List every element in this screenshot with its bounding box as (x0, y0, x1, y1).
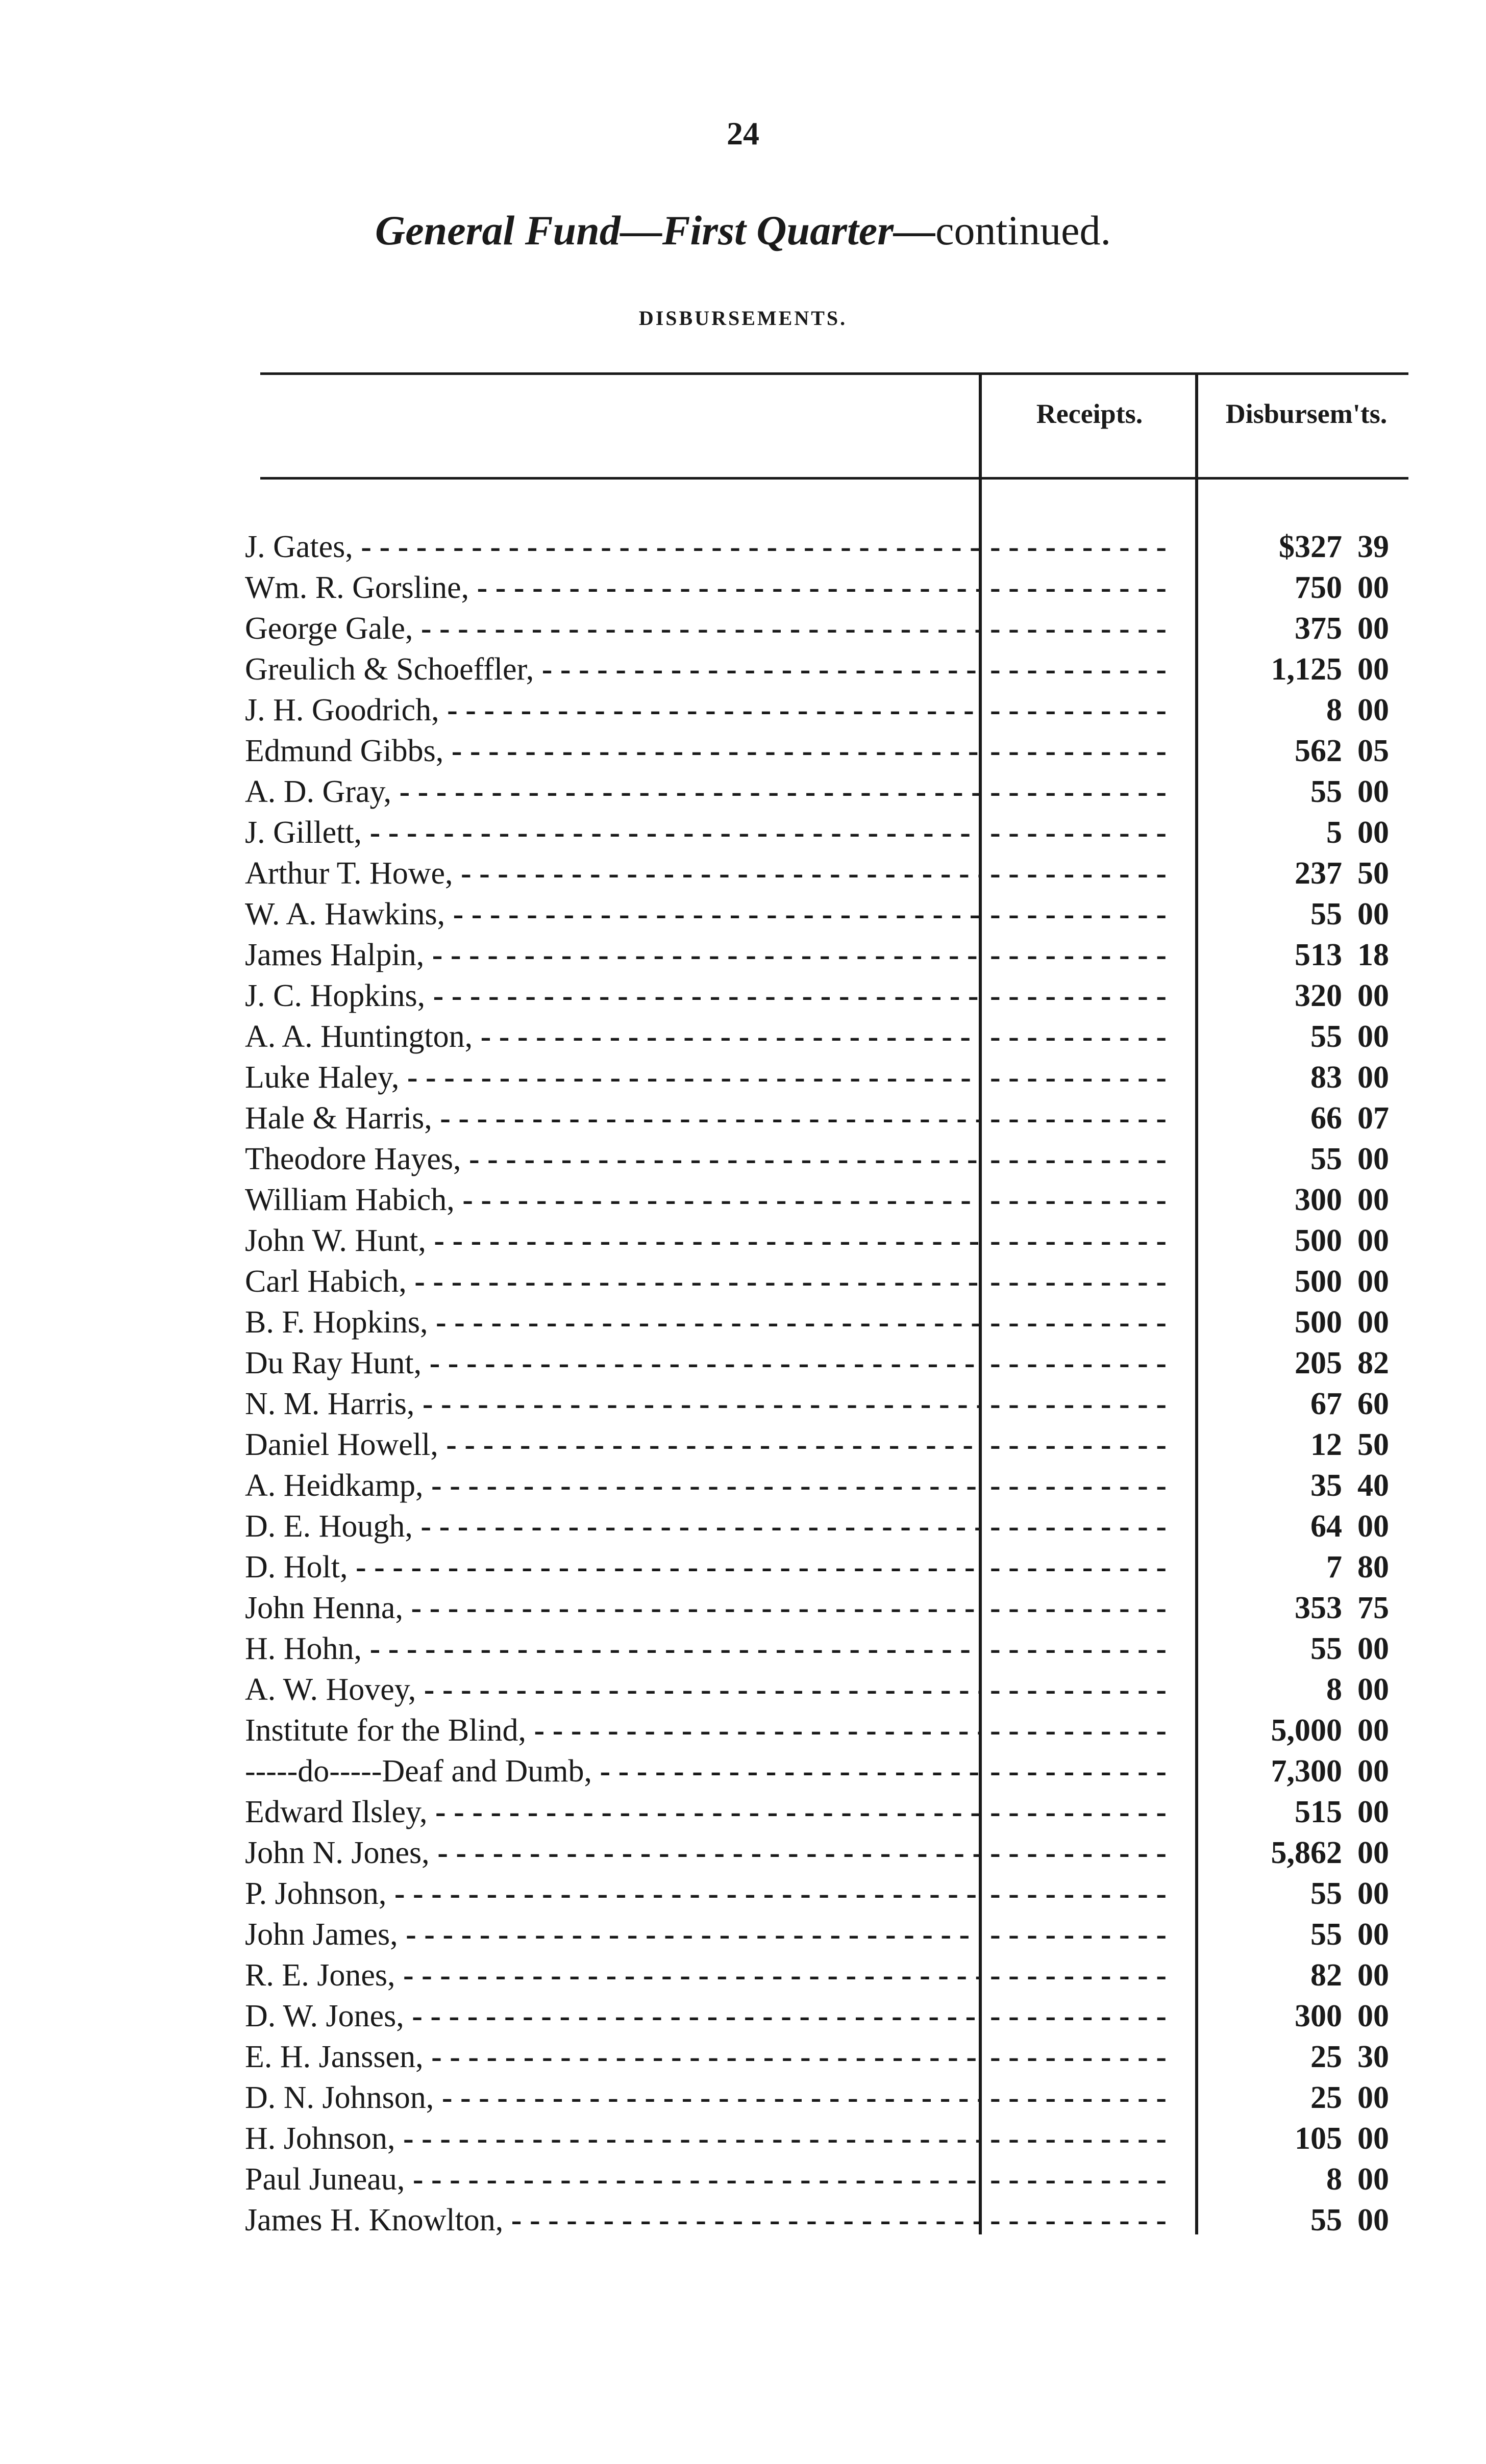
amount-dollars: 55 (1310, 1631, 1342, 1666)
amount-dollars: 513 (1295, 938, 1342, 972)
amount-dollars: 55 (1310, 774, 1342, 809)
amount-dollars: 8 (1326, 2162, 1342, 2197)
amount-dollars: 67 (1310, 1387, 1342, 1421)
amount-dollars: 5,000 (1271, 1713, 1342, 1748)
amount-cents: 30 (1357, 2040, 1389, 2074)
amount-cents: 05 (1357, 734, 1389, 768)
payee-name: George Gale, - - - (245, 608, 980, 649)
payee-name: Theodore Hayes, - - - (245, 1139, 980, 1179)
table-row (0, 1792, 1486, 1832)
payee-name: Daniel Howell, - - - (245, 1424, 980, 1465)
payee-name: Carl Habich, - - - (245, 1261, 980, 1302)
page-title (0, 207, 1486, 255)
payee-name: N. M. Harris, - - - (245, 1384, 980, 1424)
table-row (0, 1343, 1486, 1384)
amount-dollars: 55 (1310, 1019, 1342, 1054)
receipts-cell (990, 975, 1174, 1016)
payee-name: John W. Hunt, - - - (245, 1220, 980, 1261)
amount-dollars: 353 (1295, 1591, 1342, 1625)
amount-dollars: 55 (1310, 1876, 1342, 1911)
table-row (0, 1261, 1486, 1302)
amount-dollars: 55 (1310, 897, 1342, 932)
table-row (0, 1220, 1486, 1261)
amount-dollars: 1,125 (1271, 652, 1342, 687)
title-main: General Fund—First Quarter— (375, 207, 936, 254)
amount-cents: 00 (1357, 978, 1389, 1013)
receipts-cell (990, 1996, 1174, 2036)
payee-name: W. A. Hawkins, - - - (245, 894, 980, 935)
amount-cents: 00 (1357, 1509, 1389, 1544)
table-row (0, 812, 1486, 853)
payee-name: J. C. Hopkins, - - - (245, 975, 980, 1016)
receipts-cell (990, 1139, 1174, 1179)
receipts-cell (990, 1384, 1174, 1424)
receipts-cell (990, 731, 1174, 771)
amount-cents: 00 (1357, 693, 1389, 727)
payee-name: J. H. Goodrich, - - - (245, 690, 980, 731)
receipts-cell (990, 649, 1174, 690)
amount-cents: 00 (1357, 2121, 1389, 2156)
payee-name: E. H. Janssen, - - - (245, 2036, 980, 2077)
amount-dollars: 55 (1310, 1142, 1342, 1176)
payee-name: J. Gillett, - - - (245, 812, 980, 853)
receipts-cell (990, 2118, 1174, 2159)
amount-cents: 40 (1357, 1468, 1389, 1503)
amount-cents: 00 (1357, 1917, 1389, 1952)
table-row (0, 2200, 1486, 2241)
table-row (0, 1914, 1486, 1955)
amount-dollars: 515 (1295, 1795, 1342, 1829)
table-row (0, 1873, 1486, 1914)
table-row (0, 649, 1486, 690)
table-row (0, 526, 1486, 567)
amount-dollars: 320 (1295, 978, 1342, 1013)
payee-name: Du Ray Hunt, - - - (245, 1343, 980, 1384)
receipts-cell (990, 1098, 1174, 1139)
amount-dollars: 35 (1310, 1468, 1342, 1503)
amount-cents: 00 (1357, 1183, 1389, 1217)
table-row (0, 1628, 1486, 1669)
amount-dollars: 8 (1326, 1672, 1342, 1707)
table-row (0, 975, 1486, 1016)
table-row (0, 690, 1486, 731)
amount-dollars: 105 (1295, 2121, 1342, 2156)
table-row (0, 1098, 1486, 1139)
payee-name: James H. Knowlton, - - - (245, 2200, 980, 2241)
amount-cents: 00 (1357, 1305, 1389, 1340)
receipts-cell (990, 1792, 1174, 1832)
receipts-cell (990, 853, 1174, 894)
payee-name: James Halpin, - - - (245, 935, 980, 975)
amount-cents: 00 (1357, 1876, 1389, 1911)
receipts-cell (990, 2200, 1174, 2241)
amount-cents: 07 (1357, 1101, 1389, 1136)
payee-name: D. W. Jones, - - - (245, 1996, 980, 2036)
amount-dollars: 500 (1295, 1264, 1342, 1299)
table-row (0, 1139, 1486, 1179)
table-row (0, 935, 1486, 975)
amount-dollars: 7,300 (1271, 1754, 1342, 1789)
receipts-cell (990, 1302, 1174, 1343)
amount-cents: 00 (1357, 1958, 1389, 1993)
payee-name: William Habich, - - - (245, 1179, 980, 1220)
table-row (0, 1996, 1486, 2036)
amount-dollars: 562 (1295, 734, 1342, 768)
amount-dollars: 55 (1310, 2203, 1342, 2237)
amount-dollars: 12 (1310, 1427, 1342, 1462)
amount-dollars: 300 (1295, 1999, 1342, 2033)
amount-cents: 00 (1357, 1142, 1389, 1176)
amount-cents: 00 (1357, 611, 1389, 646)
receipts-cell (990, 2159, 1174, 2200)
amount-dollars: 500 (1295, 1223, 1342, 1258)
table-row (0, 608, 1486, 649)
payee-name: A. Heidkamp, - - - (245, 1465, 980, 1506)
payee-name: A. A. Huntington, - - - (245, 1016, 980, 1057)
payee-name: B. F. Hopkins, - - - (245, 1302, 980, 1343)
amount-dollars: 83 (1310, 1060, 1342, 1095)
amount-cents: 00 (1357, 1795, 1389, 1829)
receipts-cell (990, 1261, 1174, 1302)
table-row (0, 2077, 1486, 2118)
amount-cents: 00 (1357, 1672, 1389, 1707)
section-heading: DISBURSEMENTS. (638, 307, 848, 330)
table-row (0, 1955, 1486, 1996)
amount-cents: 00 (1357, 1631, 1389, 1666)
receipts-cell (990, 690, 1174, 731)
amount-cents: 82 (1357, 1346, 1389, 1380)
amount-cents: 00 (1357, 2080, 1389, 2115)
receipts-cell (990, 1465, 1174, 1506)
payee-name: Wm. R. Gorsline, - - - (245, 567, 980, 608)
column-header-disbursements: Disbursem'ts. (1225, 398, 1388, 429)
receipts-cell (990, 567, 1174, 608)
amount-cents: 00 (1357, 1264, 1389, 1299)
amount-cents: 00 (1357, 1060, 1389, 1095)
payee-name: Greulich & Schoeffler, - - - (245, 649, 980, 690)
table-row (0, 1302, 1486, 1343)
payee-name: Luke Haley, - - - (245, 1057, 980, 1098)
amount-dollars: 25 (1310, 2040, 1342, 2074)
table-row (0, 1506, 1486, 1547)
receipts-cell (990, 894, 1174, 935)
amount-dollars: 66 (1310, 1101, 1342, 1136)
table-row (0, 731, 1486, 771)
table-row (0, 1179, 1486, 1220)
amount-dollars: 237 (1295, 856, 1342, 891)
amount-cents: 00 (1357, 570, 1389, 605)
table-row (0, 1832, 1486, 1873)
amount-cents: 00 (1357, 1019, 1389, 1054)
payee-name: -----do-----Deaf and Dumb, - - - (245, 1751, 980, 1792)
payee-name: John N. Jones, - - - (245, 1832, 980, 1873)
amount-dollars: 300 (1295, 1183, 1342, 1217)
amount-cents: 00 (1357, 652, 1389, 687)
receipts-cell (990, 1547, 1174, 1588)
title-continued: continued. (935, 207, 1111, 254)
table-row (0, 1465, 1486, 1506)
amount-cents: 00 (1357, 1713, 1389, 1748)
amount-cents: 50 (1357, 1427, 1389, 1462)
payee-name: D. Holt, - - - (245, 1547, 980, 1588)
amount-dollars: 55 (1310, 1917, 1342, 1952)
amount-dollars: 7 (1326, 1550, 1342, 1585)
amount-cents: 00 (1357, 2203, 1389, 2237)
amount-cents: 60 (1357, 1387, 1389, 1421)
amount-dollars: $327 (1279, 530, 1342, 564)
receipts-cell (990, 1016, 1174, 1057)
table-header-rule (260, 477, 1408, 480)
payee-name: R. E. Jones, - - - (245, 1955, 980, 1996)
payee-name: Institute for the Blind, - - - (245, 1710, 980, 1751)
table-row (0, 1057, 1486, 1098)
payee-name: J. Gates, - - - (245, 526, 980, 567)
amount-dollars: 205 (1295, 1346, 1342, 1380)
amount-dollars: 5 (1326, 815, 1342, 850)
amount-dollars: 5,862 (1271, 1836, 1342, 1870)
payee-name: A. D. Gray, - - - (245, 771, 980, 812)
amount-cents: 00 (1357, 1999, 1389, 2033)
table-row (0, 1710, 1486, 1751)
amount-cents: 00 (1357, 1754, 1389, 1789)
amount-cents: 00 (1357, 1836, 1389, 1870)
table-row (0, 567, 1486, 608)
receipts-cell (990, 771, 1174, 812)
amount-cents: 18 (1357, 938, 1389, 972)
receipts-cell (990, 1873, 1174, 1914)
amount-dollars: 500 (1295, 1305, 1342, 1340)
receipts-cell (990, 1506, 1174, 1547)
amount-cents: 00 (1357, 1223, 1389, 1258)
receipts-cell (990, 1628, 1174, 1669)
amount-dollars: 375 (1295, 611, 1342, 646)
amount-cents: 00 (1357, 774, 1389, 809)
receipts-cell (990, 1710, 1174, 1751)
payee-name: H. Hohn, - - - (245, 1628, 980, 1669)
receipts-cell (990, 1832, 1174, 1873)
table-row (0, 2036, 1486, 2077)
receipts-cell (990, 2036, 1174, 2077)
table-row (0, 894, 1486, 935)
payee-name: John Henna, - - - (245, 1588, 980, 1628)
table-row (0, 1424, 1486, 1465)
page-number: 24 (727, 115, 759, 152)
payee-name: Hale & Harris, - - - (245, 1098, 980, 1139)
receipts-cell (990, 812, 1174, 853)
amount-dollars: 25 (1310, 2080, 1342, 2115)
receipts-cell (990, 1914, 1174, 1955)
table-row (0, 771, 1486, 812)
amount-cents: 50 (1357, 856, 1389, 891)
table-row (0, 1384, 1486, 1424)
table-row (0, 1016, 1486, 1057)
receipts-cell (990, 1669, 1174, 1710)
payee-name: Edmund Gibbs, - - - (245, 731, 980, 771)
table-row (0, 1751, 1486, 1792)
amount-cents: 00 (1357, 2162, 1389, 2197)
table-top-rule (260, 372, 1408, 375)
receipts-cell (990, 1751, 1174, 1792)
payee-name: D. N. Johnson, - - - (245, 2077, 980, 2118)
table-row (0, 1669, 1486, 1710)
payee-name: Paul Juneau, - - - (245, 2159, 980, 2200)
table-row (0, 2159, 1486, 2200)
table-row (0, 2118, 1486, 2159)
amount-cents: 00 (1357, 815, 1389, 850)
column-header-receipts: Receipts. (1036, 398, 1143, 429)
payee-name: D. E. Hough, - - - (245, 1506, 980, 1547)
amount-dollars: 8 (1326, 693, 1342, 727)
table-row (0, 1588, 1486, 1628)
payee-name: H. Johnson, - - - (245, 2118, 980, 2159)
receipts-cell (990, 1424, 1174, 1465)
amount-dollars: 82 (1310, 1958, 1342, 1993)
table-row (0, 853, 1486, 894)
payee-name: P. Johnson, - - - (245, 1873, 980, 1914)
receipts-cell (990, 1179, 1174, 1220)
payee-name: Arthur T. Howe, - - - (245, 853, 980, 894)
payee-name: Edward Ilsley, - - - (245, 1792, 980, 1832)
receipts-cell (990, 935, 1174, 975)
receipts-cell (990, 608, 1174, 649)
receipts-cell (990, 1220, 1174, 1261)
receipts-cell (990, 2077, 1174, 2118)
receipts-cell (990, 526, 1174, 567)
amount-cents: 39 (1357, 530, 1389, 564)
table-row (0, 1547, 1486, 1588)
payee-name: John James, - - - (245, 1914, 980, 1955)
receipts-cell (990, 1588, 1174, 1628)
payee-name: A. W. Hovey, - - - (245, 1669, 980, 1710)
amount-cents: 75 (1357, 1591, 1389, 1625)
amount-dollars: 64 (1310, 1509, 1342, 1544)
amount-cents: 80 (1357, 1550, 1389, 1585)
receipts-cell (990, 1955, 1174, 1996)
amount-dollars: 750 (1295, 570, 1342, 605)
amount-cents: 00 (1357, 897, 1389, 932)
receipts-cell (990, 1343, 1174, 1384)
disbursement-list (0, 526, 1486, 2241)
receipts-cell (990, 1057, 1174, 1098)
